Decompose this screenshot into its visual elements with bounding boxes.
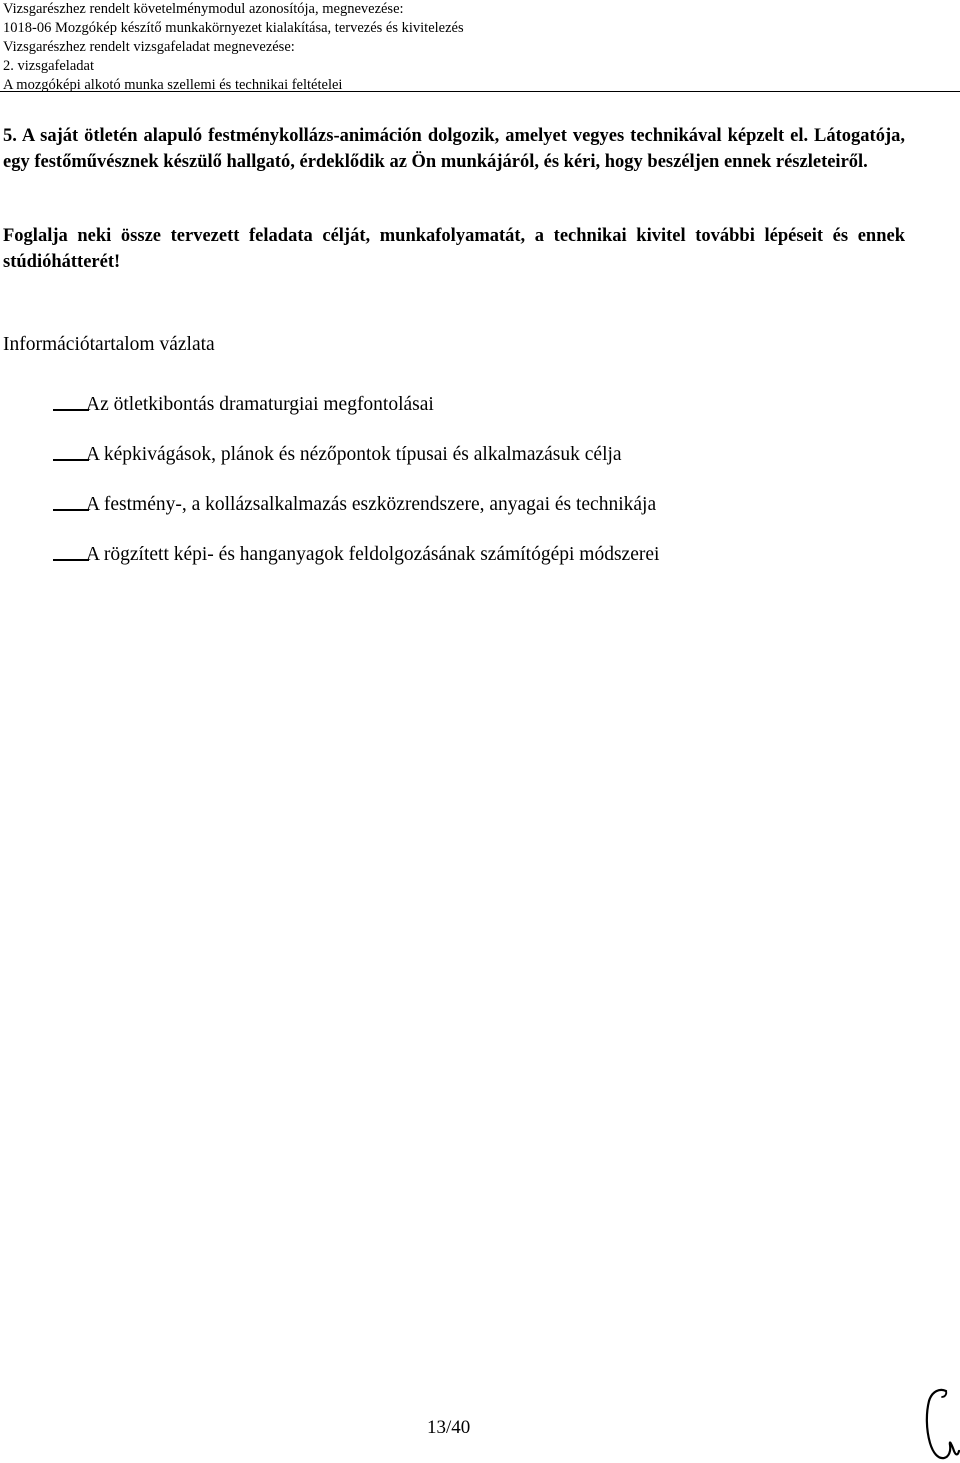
header-line-task-label: Vizsgarészhez rendelt vizsgafeladat megnevezése: [3,39,295,55]
header-line-task-number: 2. vizsgafeladat [3,58,94,74]
signature-icon [916,1385,960,1463]
document-header [3,0,953,95]
dash-icon [53,559,89,561]
header-divider [0,91,960,92]
header-line-module-label: Vizsgarészhez rendelt követelménymodul azonosítója, megnevezése: [3,1,404,17]
page-number: 13/40 [427,1417,471,1438]
task-instruction: Foglalja neki össze tervezett feladata célját, munkafolyamatát, a technikai kivitel további lépéseit és ennek stúdióhátterét! [3,226,905,272]
header-line-module-name: 1018-06 Mozgókép készítő munkakörnyezet kialakítása, tervezés és kivitelezés [3,20,464,36]
outline-title: Információtartalom vázlata [3,334,215,355]
list-item-label: A rögzített képi- és hanganyagok feldolgozásának számítógépi módszerei [86,544,660,565]
dash-icon [53,409,89,411]
dash-icon [53,509,89,511]
dash-icon [53,459,89,461]
list-item-label: A képkivágások, plánok és nézőpontok típusai és alkalmazásuk célja [86,444,622,465]
list-item-label: Az ötletkibontás dramaturgiai megfontolásai [86,394,434,415]
list-item-label: A festmény-, a kollázsalkalmazás eszközrendszere, anyagai és technikája [86,494,657,515]
header-line-task-name: A mozgóképi alkotó munka szellemi és technikai feltételei [3,77,343,93]
task-description: 5. A saját ötletén alapuló festménykollázs-animáción dolgozik, amelyet vegyes technikával képzelt el. Látogatója, egy festőművésznek készülő hallgató, érdeklődik az Ön munkájáról, és kéri, hogy beszéljen ennek részleteiről. [3,126,905,172]
